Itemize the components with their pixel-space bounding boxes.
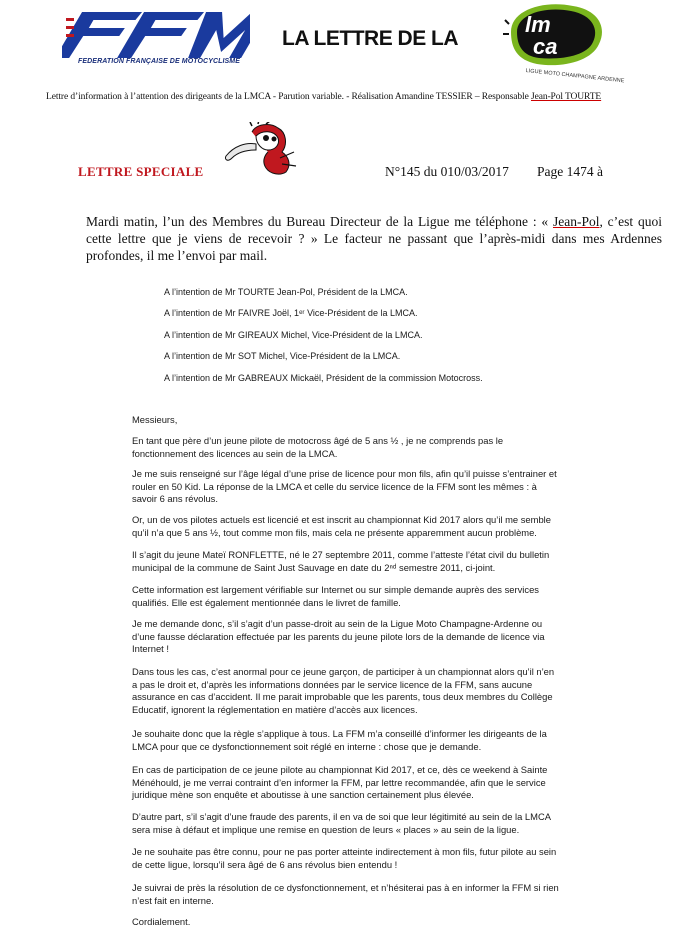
addressee-line: A l’intention de Mr FAIVRE Joël, 1ᵉʳ Vice-Président de la LMCA. bbox=[164, 308, 418, 318]
salutation: Messieurs, bbox=[132, 414, 178, 425]
body-paragraph: Je ne souhaite pas être connu, pour ne pas porter atteinte indirectement à mon fils, futur pilote au sein de cette ligue, lorsqu’il sera âgé de 6 ans révolus bien entendu ! bbox=[132, 846, 557, 870]
intro-name: Jean-Pol bbox=[552, 214, 600, 229]
body-paragraph: Cette information est largement vérifiable sur Internet ou sur simple demande auprès des services qualifiés. Elle est également mentionnée dans le livret de famille. bbox=[132, 584, 539, 608]
closing: Cordialement. bbox=[132, 916, 191, 927]
body-paragraph: En cas de participation de ce jeune pilote au championnat Kid 2017, et ce, dès ce weekend à Sainte Ménéhould, je me verrai contraint d’en informer la FFM, par lettre recommandée, afin que le service juridique mène son enquête et aboutisse à une sanction certainement plus élevée. bbox=[132, 764, 548, 800]
special-label: LETTRE SPECIALE bbox=[78, 164, 204, 179]
responsible-name: Jean-Pol TOURTE bbox=[530, 92, 602, 102]
issue-number: N°145 du 010/03/2017 bbox=[385, 164, 509, 179]
scanned-letter bbox=[124, 282, 572, 932]
lmca-logo bbox=[503, 2, 605, 68]
addressee-line: A l’intention de Mr SOT Michel, Vice-Président de la LMCA. bbox=[164, 351, 401, 361]
addressee-line: A l’intention de Mr GIREAUX Michel, Vice-Président de la LMCA. bbox=[164, 330, 423, 340]
info-line bbox=[46, 92, 601, 102]
body-paragraph: Dans tous les cas, c’est anormal pour ce jeune garçon, de participer à un championnat alors qu’il n’en a pas le droit et, d’après les informations données par le service licence de la FFM, sans aucune assurance en cas d’accident. Il me parait improbable que les parents, tous deux membres du Collège Educatif, ignorent la réglementation en matière d’accès aux licences. bbox=[132, 666, 555, 715]
svg-text:lm: lm bbox=[525, 12, 551, 37]
svg-text:ca: ca bbox=[533, 34, 558, 59]
body-paragraph: Je me demande donc, s’il s’agit d’un passe-droit au sein de la Ligue Moto Champagne-Ardenne ou d’une fausse déclaration effectuée par les parents du jeune pilote lors de la demande de licence via Internet ! bbox=[132, 618, 545, 654]
intro-text-2: , c’est quoi cette lettre que je viens de recevoir ? » Le facteur ne passant que l’après-midi dans mes Ardennes profondes, il me l’envoi par mail. bbox=[86, 214, 662, 263]
addressee-line: A l’intention de Mr TOURTE Jean-Pol, Président de la LMCA. bbox=[164, 287, 408, 297]
lmca-subtitle: LIGUE MOTO CHAMPAGNE ARDENNE bbox=[525, 68, 625, 85]
info-text: Lettre d’information à l’attention des dirigeants de la LMCA - Parution variable. - Réalisation Amandine TESSIER – Responsable bbox=[46, 92, 531, 102]
body-paragraph: Je souhaite donc que la règle s’applique à tous. La FFM m’a conseillé d’informer les dirigeants de la LMCA pour que ce dysfonctionnement soit réglé en interne : chose que je demande. bbox=[132, 728, 547, 752]
page-number: Page 1474 à bbox=[537, 164, 603, 179]
body-paragraph: Il s’agit du jeune Mateï RONFLETTE, né le 27 septembre 2011, comme l’atteste l’état civil du bulletin municipal de la commune de Saint Just Sauvage en date du 2ⁿᵈ semestre 2011, ci-joint. bbox=[132, 549, 550, 573]
intro-paragraph bbox=[86, 213, 662, 264]
body-paragraph: Or, un de vos pilotes actuels est licencié et est inscrit au championnat Kid 2017 alors qu’il me semble qu’il n’a que 5 ans ½, tout comme mon fils, mais cela ne présente apparemment aucun problème. bbox=[132, 514, 551, 538]
body-paragraph: En tant que père d’un jeune pilote de motocross âgé de 5 ans ½ , je ne comprends pas le fonctionnement des licences au sein de la LMCA. bbox=[132, 435, 504, 459]
addressee-line: A l’intention de Mr GABREAUX Mickaël, Président de la commission Motocross. bbox=[164, 373, 483, 383]
body-paragraph: Je me suis renseigné sur l’âge légal d’une prise de licence pour mon fils, afin qu’il puisse s’entrainer et rouler en 50 Kid. La réponse de la LMCA et celle du service licence de la FFM sont les mêmes : à savoir 6 ans révolus. bbox=[132, 468, 557, 504]
body-paragraph: D’autre part, s’il s’agit d’une fraude des parents, il en va de soi que leur légitimité au sein de la LMCA sera mise à défaut et implique une remise en question de leurs « places » au sein de la ligue. bbox=[132, 811, 551, 835]
intro-text-1: Mardi matin, l’un des Membres du Bureau Directeur de la Ligue me téléphone : « bbox=[86, 214, 553, 229]
newsletter-title: LA LETTRE DE LA bbox=[282, 27, 459, 50]
bird-mascot-icon bbox=[222, 122, 300, 180]
ffm-subtitle: FEDERATION FRANÇAISE DE MOTOCYCLISME bbox=[78, 58, 241, 65]
body-paragraph: Je suivrai de près la résolution de ce dysfonctionnement, et n’hésiterai pas à en informer la FFM si rien n’est fait en interne. bbox=[132, 882, 559, 906]
